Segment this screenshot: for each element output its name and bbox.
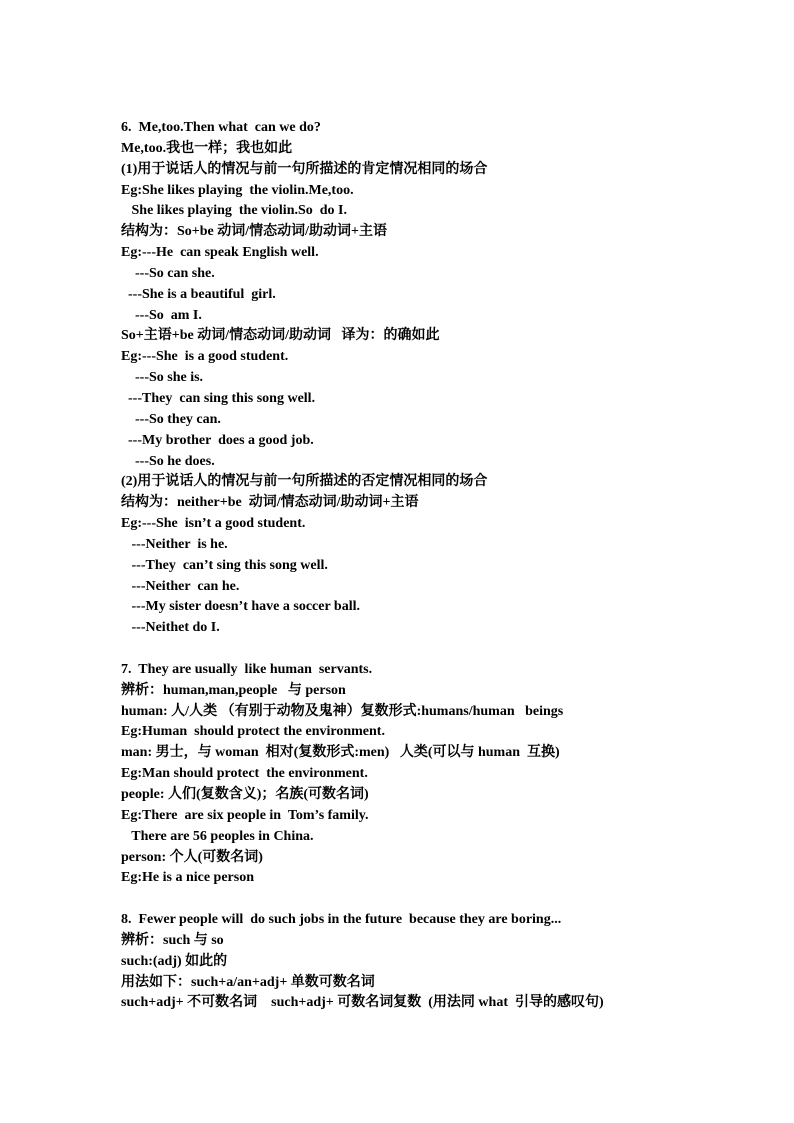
text-line: So+主语+be 动词/情态动词/助动词 译为：的确如此: [121, 328, 440, 344]
example-line: Eg:Human should protect the environment.: [121, 724, 385, 740]
section-6: [121, 118, 781, 639]
example-line: ---So they can.: [121, 411, 221, 427]
section-spacer: [121, 639, 781, 660]
text-line: 用法如下：such+a/an+adj+ 单数可数名词: [121, 974, 375, 990]
example-line: Eg:She likes playing the violin.Me,too.: [121, 182, 354, 198]
text-line: 结构为：neither+be 动词/情态动词/助动词+主语: [121, 495, 419, 511]
text-line: 辨析：human,man,people 与 person: [121, 682, 346, 698]
section-spacer: [121, 889, 781, 910]
example-line: ---They can sing this song well.: [121, 390, 316, 406]
section-heading: 8. Fewer people will do such jobs in the future because they are boring...: [121, 912, 562, 928]
example-line: ---Neither can he.: [121, 578, 240, 594]
text-line: (1)用于说话人的情况与前一句所描述的肯定情况相同的场合: [121, 161, 488, 177]
example-line: ---So can she.: [121, 265, 215, 281]
text-line: 结构为：So+be 动词/情态动词/助动词+主语: [121, 224, 388, 240]
example-line: Eg:There are six people in Tom’s family.: [121, 807, 369, 823]
section-8: [121, 910, 781, 1014]
example-line: ---Neithet do I.: [121, 620, 220, 636]
text-line: (2)用于说话人的情况与前一句所描述的否定情况相同的场合: [121, 474, 488, 490]
example-line: Eg:---She isn’t a good student.: [121, 516, 306, 532]
document-body: [121, 118, 781, 1014]
example-line: There are 56 peoples in China.: [121, 828, 314, 844]
example-line: ---My brother does a good job.: [121, 432, 314, 448]
section-7: [121, 660, 781, 889]
example-line: Eg:He is a nice person: [121, 870, 254, 886]
example-line: ---They can’t sing this song well.: [121, 557, 328, 573]
text-line: such:(adj) 如此的: [121, 953, 228, 969]
section-heading: 6. Me,too.Then what can we do?: [121, 120, 321, 135]
text-line: people: 人们(复数含义)；名族(可数名词): [121, 787, 369, 802]
example-line: ---My sister doesn’t have a soccer ball.: [121, 599, 360, 615]
example-line: ---So he does.: [121, 453, 215, 469]
example-line: ---She is a beautiful girl.: [121, 286, 276, 302]
text-line: Me,too.我也一样；我也如此: [121, 140, 293, 156]
example-line: Eg:Man should protect the environment.: [121, 766, 368, 782]
example-line: ---So she is.: [121, 370, 204, 386]
text-line: man: 男士，与 woman 相对(复数形式:men) 人类(可以与 human 互换): [121, 745, 560, 761]
example-line: Eg:---She is a good student.: [121, 349, 289, 365]
section-heading: 7. They are usually like human servants.: [121, 661, 373, 677]
text-line: 辨析：such 与 so: [121, 932, 224, 948]
example-line: She likes playing the violin.So do I.: [121, 203, 348, 219]
example-line: Eg:---He can speak English well.: [121, 245, 319, 261]
text-line: person: 个人(可数名词): [121, 849, 263, 865]
text-line: human: 人/人类 （有别于动物及鬼神）复数形式:humans/human beings: [121, 703, 564, 719]
example-line: ---So am I.: [121, 307, 202, 323]
example-line: ---Neither is he.: [121, 536, 228, 552]
text-line: such+adj+ 不可数名词 such+adj+ 可数名词复数 (用法同 what 引导的感叹句): [121, 995, 604, 1011]
